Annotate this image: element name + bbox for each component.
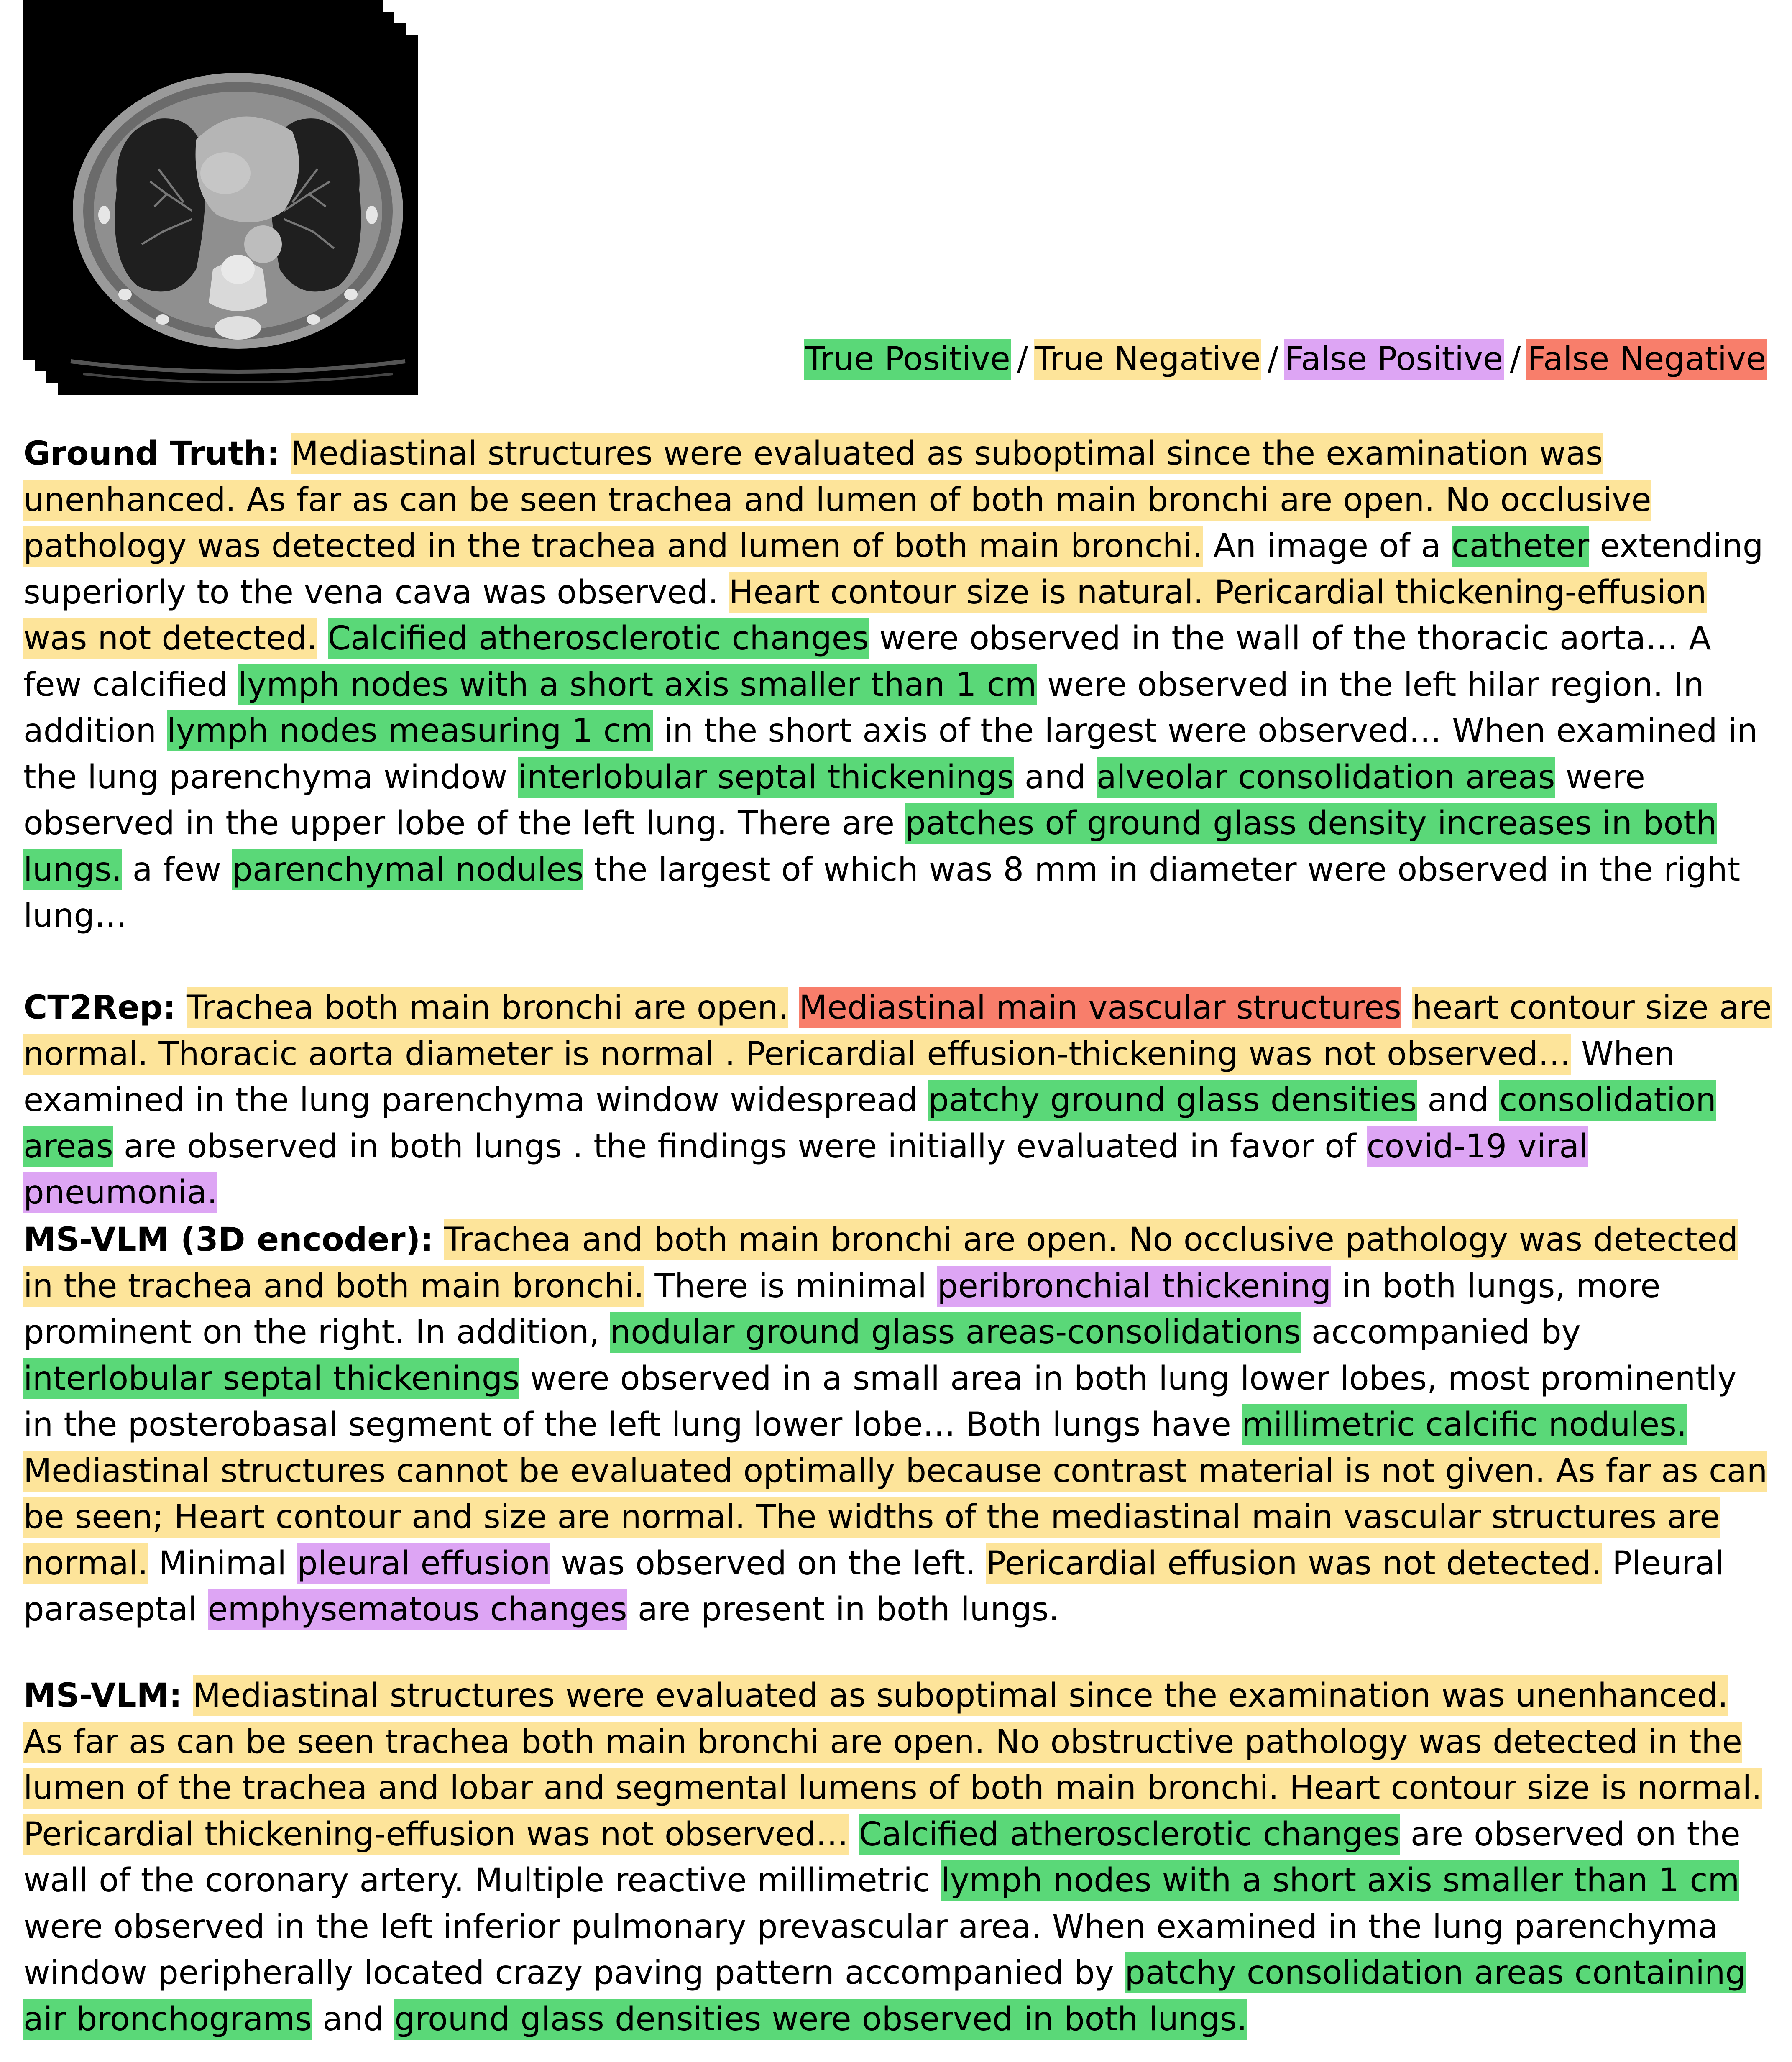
plain-text: Minimal [158, 1544, 286, 1582]
true-negative-span: heart contour size are normal. Thoracic aorta diameter is normal . Pericardial effusion-thickening was not observed… [23, 987, 1772, 1075]
plain-text: were observed in the upper lobe of the left lung. There are [23, 758, 1645, 842]
true-positive-span: lymph nodes with a short axis smaller than 1 cm [238, 664, 1036, 705]
report-label: MS-VLM: [23, 1677, 182, 1715]
plain-text: was observed on the left. [561, 1544, 976, 1582]
ct-slice-image [58, 35, 418, 395]
true-positive-span: interlobular septal thickenings [23, 1358, 519, 1399]
legend-true-positive: True Positive [804, 339, 1011, 380]
plain-text: were observed in the wall of the thoracic aorta… A few calcified [23, 620, 1711, 704]
true-positive-span: Calcified atherosclerotic changes [328, 618, 869, 659]
plain-text: are observed in both lungs . the findings were initially evaluated in favor of [123, 1127, 1356, 1165]
true-positive-span: patchy consolidation areas containing air bronchograms [23, 1952, 1746, 2040]
true-positive-span: interlobular septal thickenings [518, 757, 1014, 798]
legend-false-negative: False Negative [1526, 339, 1767, 380]
true-negative-span: Trachea and both main bronchi are open. No occlusive pathology was detected in the trachea and both main bronchi. [23, 1219, 1738, 1307]
true-positive-span: patchy ground glass densities [928, 1080, 1417, 1121]
ct-image-stack [23, 0, 412, 391]
legend-separator: / [1510, 340, 1521, 378]
legend-true-negative: True Negative [1034, 339, 1262, 380]
report-label: Ground Truth: [23, 435, 280, 473]
true-negative-span: Pericardial effusion was not detected. [986, 1543, 1602, 1584]
true-positive-span: Calcified atherosclerotic changes [859, 1814, 1400, 1855]
plain-text: were observed in the left hilar region. In addition [23, 666, 1704, 750]
plain-text: and [1427, 1081, 1489, 1119]
true-negative-span: Mediastinal structures were evaluated as suboptimal since the examination was unenhanced. As far as can be seen trachea and lumen of both main bronchi are open. No occlusive pathology was detected in the trachea and lumen of both main bronchi. [23, 433, 1651, 567]
true-positive-span: consolidation areas [23, 1080, 1716, 1167]
plain-text: were observed in the left inferior pulmonary prevascular area. When examined in the lung parenchyma window peripherally located crazy paving pattern accompanied by [23, 1908, 1718, 1992]
plain-text: and [322, 2000, 384, 2038]
ground-truth-report [23, 431, 1776, 939]
true-positive-span: nodular ground glass areas-consolidations [610, 1312, 1301, 1353]
true-positive-span: ground glass densities were observed in both lungs. [394, 1999, 1247, 2040]
true-positive-span: patches of ground glass density increases in both lungs. [23, 803, 1717, 890]
plain-text: a few [132, 851, 222, 889]
plain-text: in both lungs, more prominent on the right. In addition, [23, 1267, 1661, 1351]
false-positive-span: emphysematous changes [208, 1589, 627, 1630]
true-positive-span: catheter [1452, 526, 1589, 567]
false-positive-span: covid-19 viral pneumonia. [23, 1126, 1588, 1214]
plain-text: An image of a [1213, 527, 1441, 565]
false-positive-span: peribronchial thickening [937, 1266, 1331, 1307]
true-positive-span: alveolar consolidation areas [1097, 757, 1555, 798]
plain-text: the largest of which was 8 mm in diameter were observed in the right lung… [23, 851, 1741, 935]
report-label: MS-VLM (3D encoder): [23, 1221, 434, 1259]
legend-separator: / [1017, 340, 1028, 378]
true-negative-span: Mediastinal structures were evaluated as suboptimal since the examination was unenhanced. As far as can be seen trachea both main bronchi are open. No obstructive pathology was detected in the lumen of the trachea and lobar and segmental lumens of both main bronchi. Heart contour size is normal. Pericardial thickening-effusion was not observed… [23, 1675, 1762, 1855]
true-positive-span: lymph nodes measuring 1 cm [167, 710, 653, 751]
false-positive-span: pleural effusion [297, 1543, 550, 1584]
plain-text: Pleural paraseptal [23, 1544, 1724, 1628]
plain-text: and [1024, 758, 1086, 796]
true-positive-span: millimetric calcific nodules. [1242, 1404, 1687, 1445]
plain-text: extending superiorly to the vena cava was observed. [23, 527, 1764, 611]
legend-false-positive: False Positive [1284, 339, 1504, 380]
plain-text: When examined in the lung parenchyma window widespread [23, 1035, 1675, 1119]
ct2rep-report [23, 985, 1776, 1216]
true-negative-span: Mediastinal structures cannot be evaluated optimally because contrast material is not given. As far as can be seen; Heart contour and size are normal. The widths of the mediastinal main vascular structures are normal. [23, 1451, 1767, 1584]
msvlm-report [23, 1673, 1776, 2042]
true-negative-span: Heart contour size is natural. Pericardial thickening-effusion was not detected. [23, 572, 1707, 659]
plain-text: in the short axis of the largest were observed… When examined in the lung parenchyma window [23, 712, 1758, 796]
true-positive-span: parenchymal nodules [232, 849, 583, 890]
plain-text: were observed in a small area in both lung lower lobes, most prominently in the posterobasal segment of the left lung lower lobe… Both lungs have [23, 1359, 1737, 1444]
plain-text: There is minimal [654, 1267, 927, 1305]
plain-text: are present in both lungs. [637, 1591, 1059, 1628]
true-negative-span: Trachea both main bronchi are open. [187, 987, 788, 1028]
plain-text: are observed on the wall of the coronary artery. Multiple reactive millimetric [23, 1815, 1741, 1899]
legend-separator: / [1267, 340, 1278, 378]
true-positive-span: lymph nodes with a short axis smaller than 1 cm [941, 1860, 1739, 1901]
legend [804, 335, 1767, 384]
false-negative-span: Mediastinal main vascular structures [799, 987, 1401, 1028]
report-label: CT2Rep: [23, 989, 176, 1027]
plain-text: accompanied by [1311, 1313, 1581, 1351]
msvlm-3d-report [23, 1217, 1776, 1633]
